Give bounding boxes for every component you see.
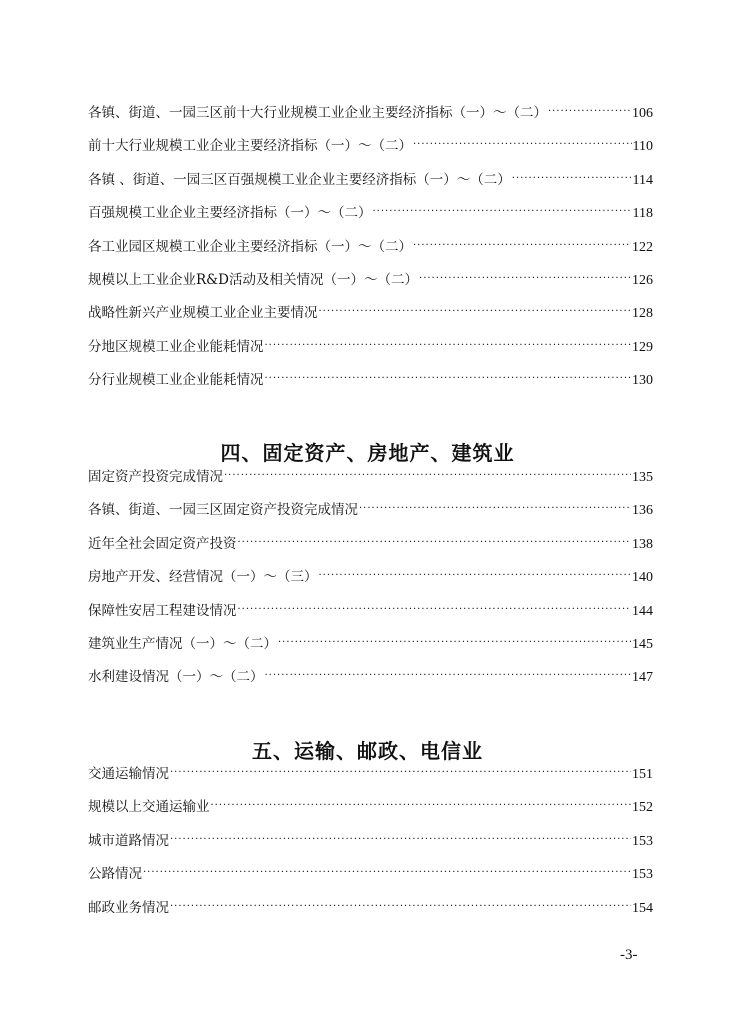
toc-entry-title: 城市道路情况 (88, 832, 169, 849)
toc-entry-title: 规模以上工业企业R&D活动及相关情况（一）～（二） (88, 271, 419, 288)
toc-entry-title: 各镇、街道、一园三区前十大行业规模工业企业主要经济指标（一）～（二） (88, 105, 547, 121)
toc-entry[interactable] (88, 237, 653, 270)
toc-leader-dots (238, 533, 632, 553)
toc-entry-page: 144 (632, 603, 653, 619)
toc-entry-page: 118 (632, 206, 653, 222)
toc-entry-title: 近年全社会固定资产投资 (88, 535, 237, 552)
toc-entry[interactable] (88, 337, 653, 370)
toc-entry-title: 分地区规模工业企业能耗情况 (88, 338, 264, 355)
toc-leader-dots (170, 897, 631, 917)
toc-entry[interactable] (88, 764, 653, 797)
toc-entry-page: 106 (632, 106, 653, 121)
toc-group-industry (88, 103, 653, 404)
toc-leader-dots (211, 796, 632, 816)
toc-entry-page: 153 (632, 867, 653, 883)
toc-entry-page: 140 (632, 570, 653, 586)
toc-entry-page: 122 (632, 239, 653, 255)
toc-leader-dots (319, 566, 632, 586)
toc-entry[interactable] (88, 898, 653, 931)
toc-leader-dots (170, 763, 631, 783)
toc-entry[interactable] (88, 370, 653, 403)
toc-leader-dots (419, 269, 631, 289)
toc-entry-title: 规模以上交通运输业 (88, 799, 210, 816)
toc-leader-dots (265, 336, 632, 356)
toc-leader-dots (373, 202, 632, 222)
toc-entry-title: 保障性安居工程建设情况 (88, 602, 237, 619)
toc-leader-dots (413, 135, 632, 155)
toc-entry[interactable] (88, 831, 653, 864)
toc-leader-dots (413, 236, 631, 256)
toc-entry-title: 分行业规模工业企业能耗情况 (88, 372, 264, 389)
toc-entry-page: 135 (632, 470, 653, 485)
toc-entry-title: 各工业园区规模工业企业主要经济指标（一）～（二） (88, 238, 412, 255)
toc-entry[interactable] (88, 797, 653, 830)
toc-group-transport (88, 764, 653, 931)
toc-entry[interactable] (88, 170, 653, 203)
toc-leader-dots (238, 600, 632, 620)
toc-entry-title: 各镇 、街道、一园三区百强规模工业企业主要经济指标（一）～（二） (88, 171, 511, 188)
toc-leader-dots (265, 666, 632, 686)
toc-entry-page: 147 (632, 670, 653, 686)
toc-leader-dots (359, 499, 631, 519)
toc-entry[interactable] (88, 136, 653, 169)
toc-entry-title: 公路情况 (88, 866, 142, 883)
toc-leader-dots (548, 102, 631, 122)
section-heading-fixed-assets: 四、固定资产、房地产、建筑业 (220, 441, 515, 465)
toc-entry-title: 战略性新兴产业规模工业企业主要情况 (88, 305, 318, 322)
toc-entry-title: 百强规模工业企业主要经济指标（一）～（二） (88, 205, 372, 222)
toc-entry[interactable] (88, 103, 653, 136)
toc-entry-page: 153 (632, 833, 653, 849)
toc-entry[interactable] (88, 634, 653, 667)
toc-entry-title: 建筑业生产情况（一）～（二） (88, 635, 277, 652)
toc-entry-page: 130 (632, 373, 653, 389)
toc-entry-page: 136 (632, 503, 653, 519)
toc-entry-page: 154 (632, 900, 653, 916)
toc-entry-page: 126 (632, 272, 653, 288)
toc-group-fixed-assets (88, 467, 653, 701)
toc-entry[interactable] (88, 303, 653, 336)
toc-entry[interactable] (88, 864, 653, 897)
toc-entry-page: 152 (632, 800, 653, 816)
toc-entry-title: 邮政业务情况 (88, 899, 169, 916)
toc-leader-dots (319, 302, 632, 322)
toc-entry-page: 138 (632, 536, 653, 552)
toc-entry[interactable] (88, 270, 653, 303)
toc-entry-title: 水利建设情况（一）～（二） (88, 669, 264, 686)
toc-leader-dots (224, 466, 631, 486)
toc-leader-dots (143, 863, 631, 883)
toc-entry[interactable] (88, 567, 653, 600)
toc-entry-title: 固定资产投资完成情况 (88, 469, 223, 485)
toc-entry[interactable] (88, 667, 653, 700)
toc-entry-title: 房地产开发、经营情况（一）～（三） (88, 569, 318, 586)
toc-entry[interactable] (88, 534, 653, 567)
toc-entry-page: 151 (632, 767, 653, 782)
toc-leader-dots (265, 369, 632, 389)
toc-entry-page: 110 (632, 139, 653, 155)
toc-entry-page: 145 (632, 636, 653, 652)
toc-leader-dots (512, 169, 632, 189)
toc-leader-dots (278, 633, 631, 653)
toc-entry-page: 128 (632, 306, 653, 322)
toc-entry-title: 前十大行业规模工业企业主要经济指标（一）～（二） (88, 138, 412, 155)
page-number: -3- (620, 947, 638, 963)
toc-entry-page: 129 (632, 339, 653, 355)
toc-entry[interactable] (88, 203, 653, 236)
toc-entry[interactable] (88, 601, 653, 634)
section-heading-transport: 五、运输、邮政、电信业 (252, 739, 483, 763)
toc-entry-page: 114 (632, 172, 653, 188)
toc-entry[interactable] (88, 500, 653, 533)
toc-leader-dots (170, 830, 631, 850)
toc-entry-title: 各镇、街道、一园三区固定资产投资完成情况 (88, 502, 358, 519)
toc-entry[interactable] (88, 467, 653, 500)
toc-entry-title: 交通运输情况 (88, 766, 169, 782)
